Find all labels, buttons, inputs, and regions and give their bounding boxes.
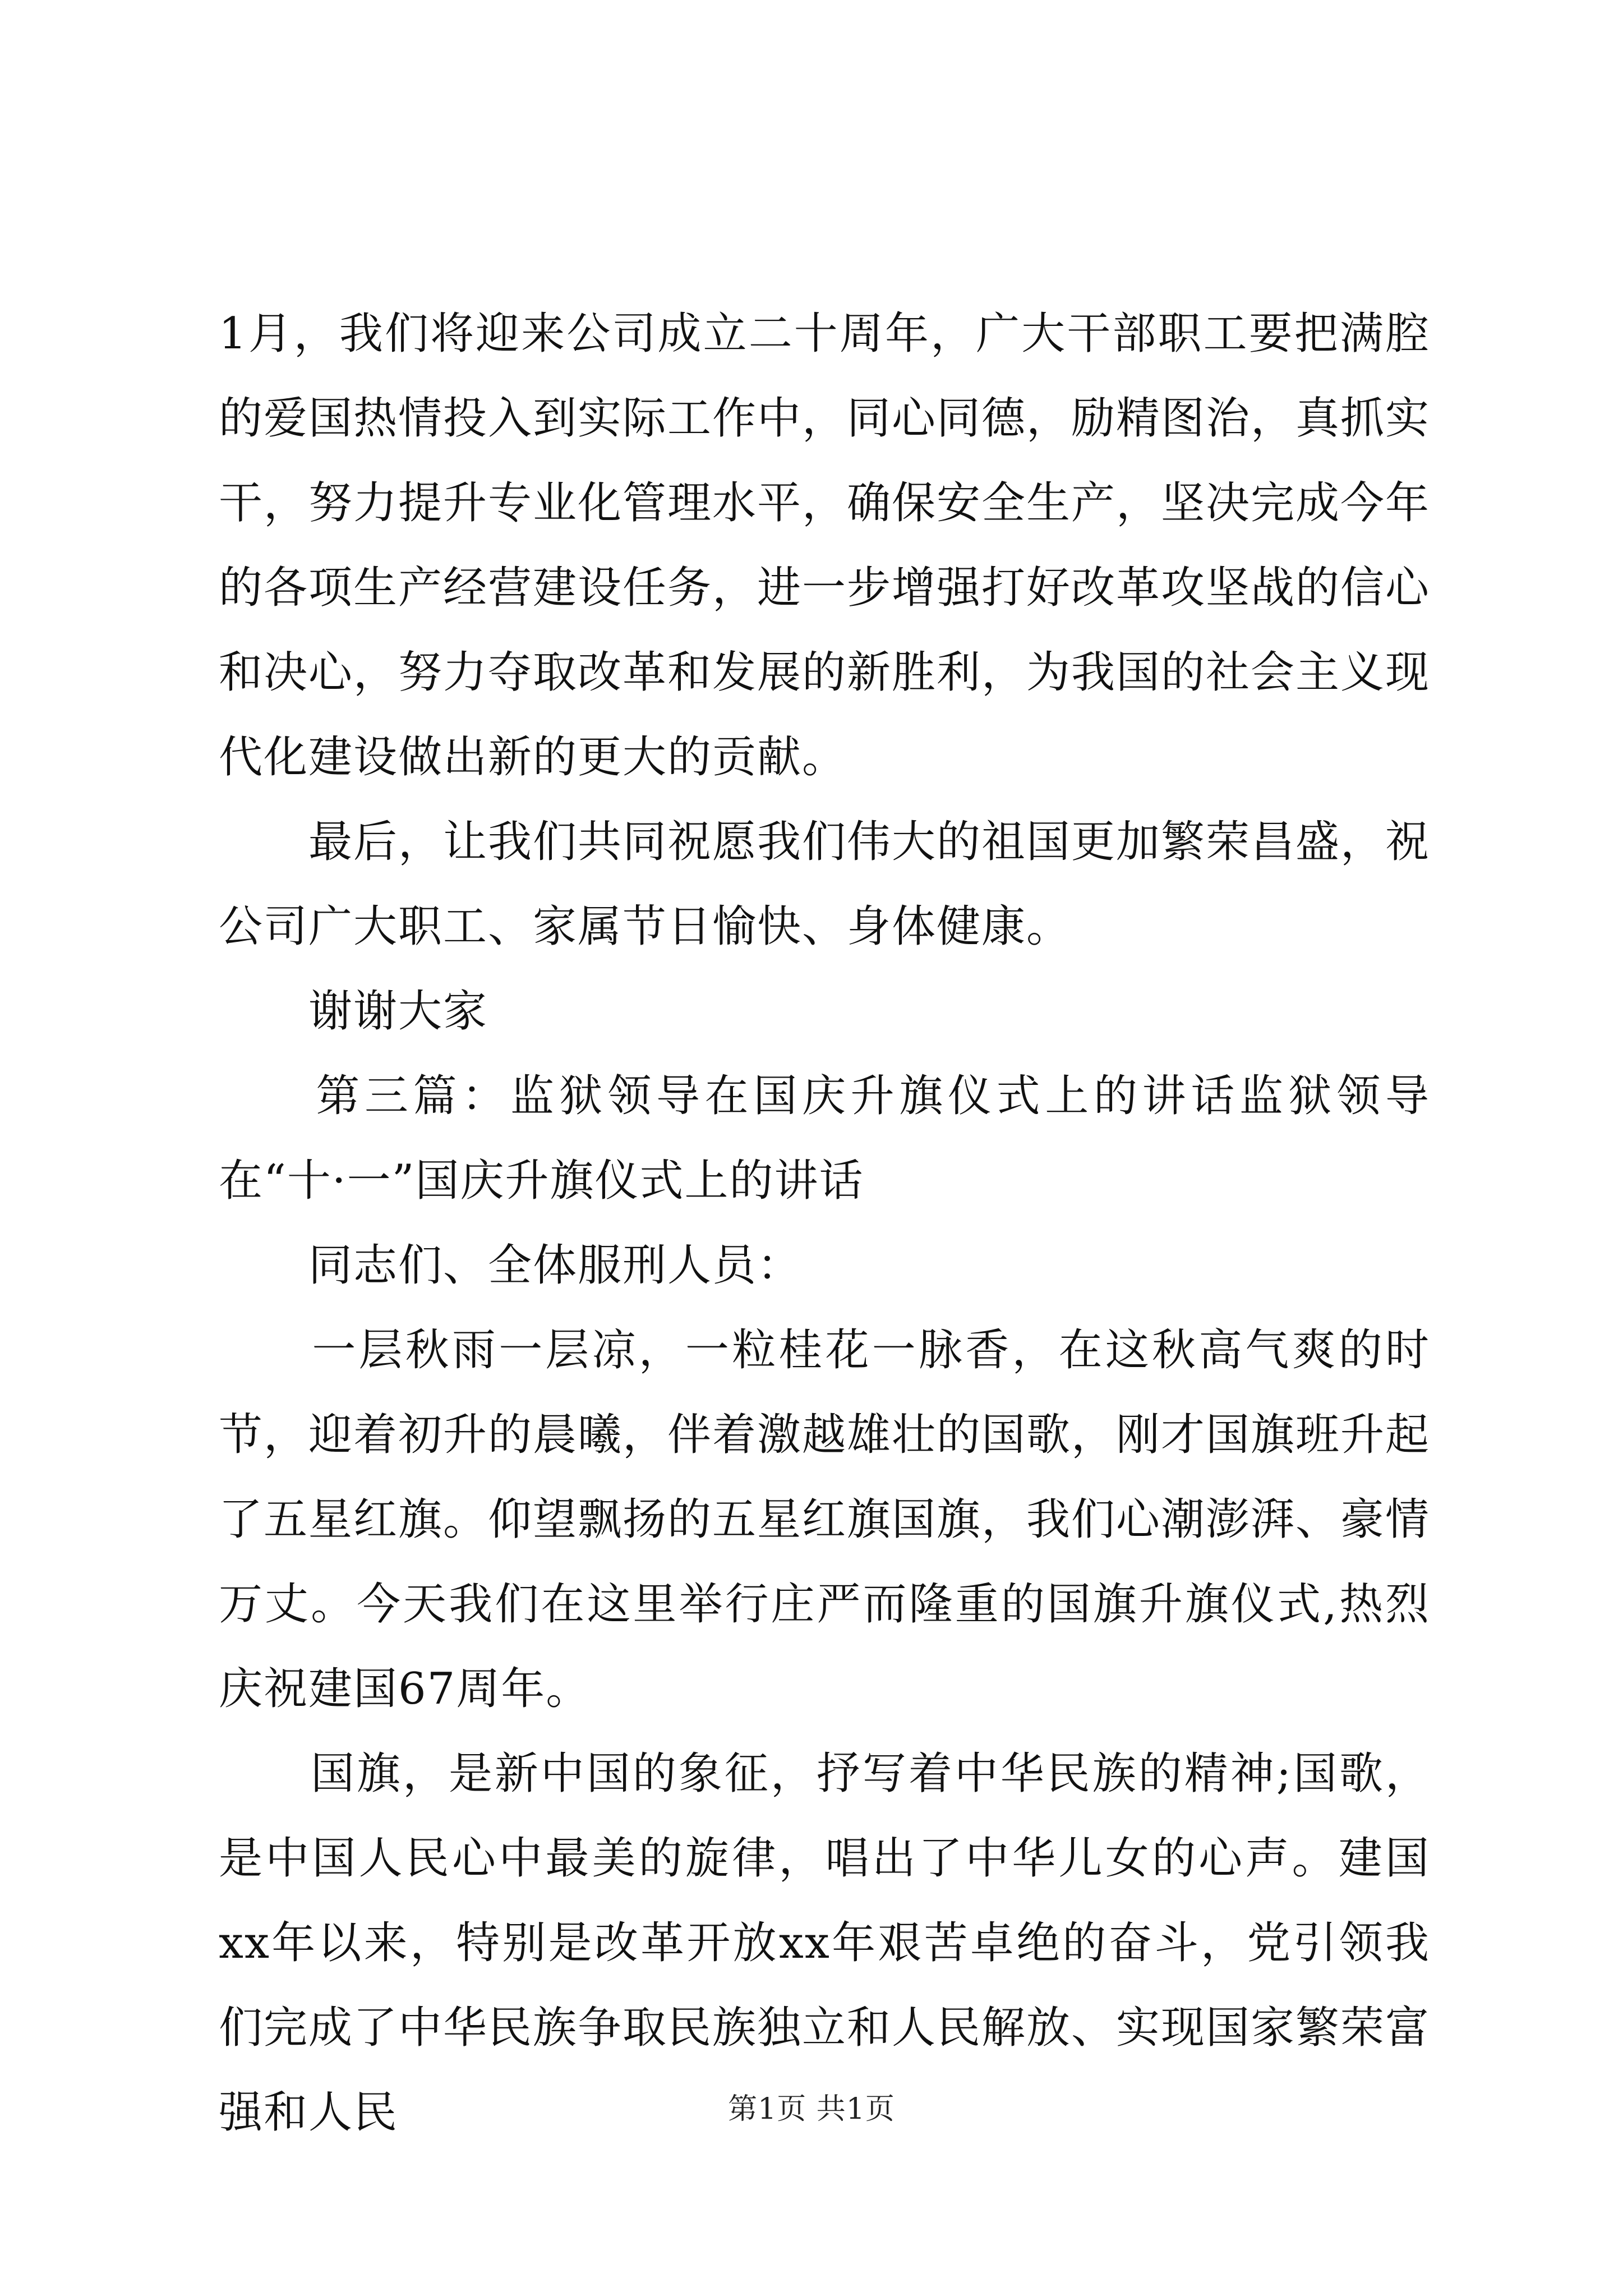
document-body	[219, 292, 1430, 2155]
section-heading: 第三篇：监狱领导在国庆升旗仪式上的讲话监狱领导在“十·一”国庆升旗仪式上的讲话	[219, 1071, 1430, 1206]
paragraph-national-flag: 国旗，是新中国的象征，抒写着中华民族的精神;国歌，是中国人民心中最美的旋律，唱出了中华儿女的心声。建国xx年以来，特别是改革开放xx年艰苦卓绝的奋斗，党引领我们完成了中华民族争取民族独立和人民解放、实现国家繁荣富强和人民	[219, 1749, 1431, 2138]
paragraph-closing-wishes: 最后，让我们共同祝愿我们伟大的祖国更加繁荣昌盛，祝公司广大职工、家属节日愉快、身体健康。	[219, 817, 1431, 952]
paragraph-continuation: 1月，我们将迎来公司成立二十周年，广大干部职工要把满腔的爱国热情投入到实际工作中，同心同德，励精图治，真抓实干，努力提升专业化管理水平，确保安全生产，坚决完成今年的各项生产经营建设任务，进一步增强打好改革攻坚战的信心和决心，努力夺取改革和发展的新胜利，为我国的社会主义现代化建设做出新的更大的贡献。	[219, 309, 1431, 783]
paragraph-thanks: 谢谢大家	[219, 986, 488, 1037]
paragraph-salutation: 同志们、全体服刑人员：	[219, 1240, 803, 1291]
page-footer: 第1页 共1页	[728, 2092, 895, 2126]
paragraph-opening: 一层秋雨一层凉，一粒桂花一脉香，在这秋高气爽的时节，迎着初升的晨曦，伴着激越雄壮的国歌，刚才国旗班升起了五星红旗。仰望飘扬的五星红旗国旗，我们心潮澎湃、豪情万丈。今天我们在这里举行庄严而隆重的国旗升旗仪式,热烈庆祝建国67周年。	[219, 1325, 1431, 1714]
